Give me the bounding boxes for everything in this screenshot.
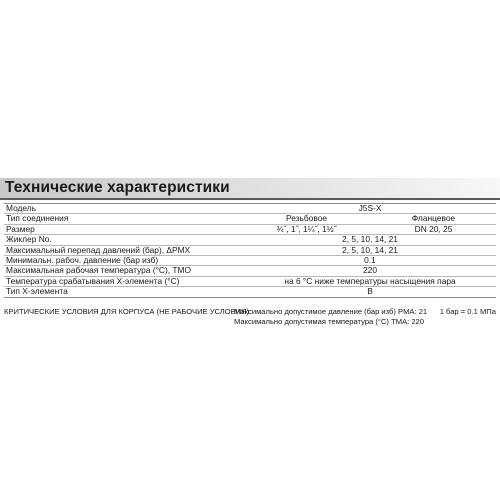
spec-value: 2, 5, 10, 14, 21	[242, 235, 496, 245]
critical-conditions-note: КРИТИЧЕСКИЕ УСЛОВИЯ ДЛЯ КОРПУСА (НЕ РАБОЧИЕ УСЛОВИЯ):	[4, 307, 252, 316]
spec-row	[4, 214, 496, 224]
spec-row	[4, 245, 496, 255]
spec-label: Температура срабатывания X-элемента (°C)	[4, 276, 242, 286]
spec-value: на 6 °C ниже температуры насыщения пара	[242, 276, 496, 286]
spec-row	[4, 224, 496, 234]
spec-value: B	[242, 287, 496, 297]
section-title: Технические характеристики	[5, 179, 230, 196]
spec-label: Размер	[4, 224, 242, 234]
tma-note: Максимально допустимая температура (°C) TMA: 220	[234, 316, 424, 326]
spec-value: 0.1	[242, 256, 496, 266]
spec-row	[4, 256, 496, 266]
specifications-table	[4, 203, 496, 298]
spec-value: 220	[242, 266, 496, 276]
unit-conversion-note: 1 бар = 0.1 МПа	[439, 307, 496, 316]
spec-value: ¾˝, 1˝, 1¼˝, 1½˝	[242, 224, 369, 234]
spec-label: Минимальн. рабоч. давление (бар изб)	[4, 256, 242, 266]
spec-value: 2, 5, 10, 14, 21	[242, 245, 496, 255]
spec-label: Максимальная рабочая температура (°C), TMO	[4, 266, 242, 276]
spec-value: Резьбовое	[242, 214, 369, 224]
spec-value: J5S-X	[242, 204, 496, 214]
spec-row	[4, 276, 496, 286]
section-title-bar	[0, 178, 500, 200]
spec-label: Модель	[4, 204, 242, 214]
spec-row	[4, 235, 496, 245]
spec-label: Жиклер No.	[4, 235, 242, 245]
pma-note: Максимально допустимое давление (бар изб) PMA: 21	[234, 307, 428, 316]
spec-row	[4, 266, 496, 276]
spec-row	[4, 287, 496, 297]
spec-label: Тип X-элемента	[4, 287, 242, 297]
spec-row	[4, 204, 496, 214]
spec-value: Фланцевое	[369, 214, 496, 224]
spec-label: Тип соединения	[4, 214, 242, 224]
spec-value: DN 20, 25	[369, 224, 496, 234]
spec-label: Максимальный перепад давлений (бар), ΔPMX	[4, 245, 242, 255]
